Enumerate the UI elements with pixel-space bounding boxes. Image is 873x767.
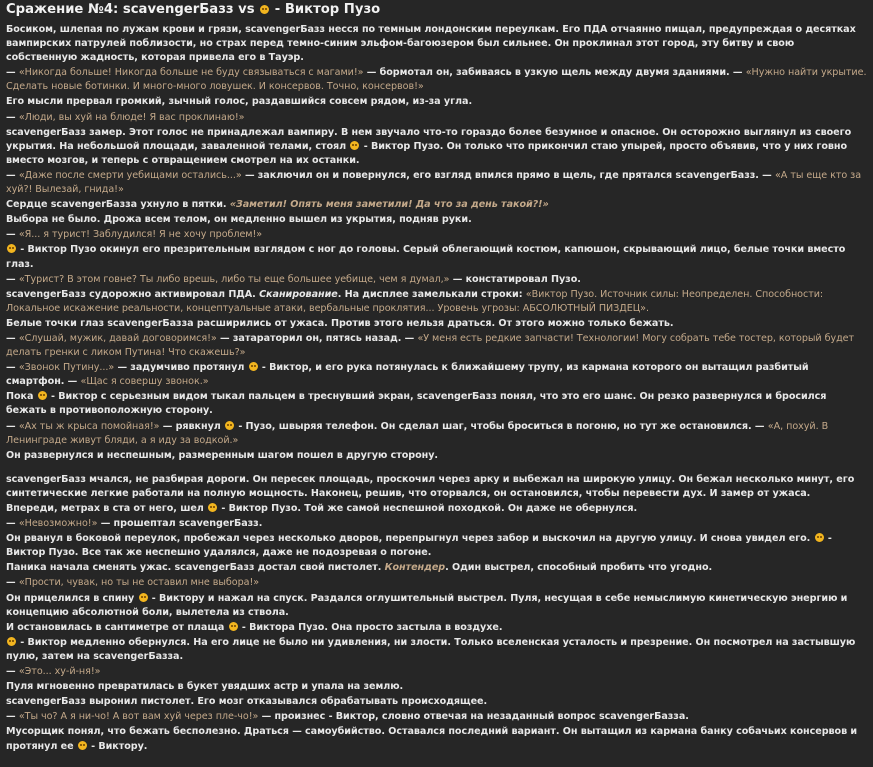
paragraph-text: — бормотал он, забиваясь в узкую щель между двумя зданиями. —: [363, 67, 746, 79]
paragraph-text: Пуля мгновенно превратилась в букет увядших астр и упала на землю.: [6, 681, 404, 693]
title-text: Сражение №4: scavengerБазз vs: [6, 2, 255, 17]
story-title: [6, 2, 867, 18]
paragraph-text: Он прицелился в спину: [6, 592, 138, 604]
paragraph-text: Контендер: [384, 562, 446, 574]
quote-text: «Звонок Путину...»: [18, 362, 115, 374]
quote-text: «Прости, чувак, но ты не оставил мне выбора!»: [18, 577, 260, 589]
paragraph-text: - Виктор, и его рука потянулась к ближайшему трупу, из кармана которого он вытащил разбитый смартфон. —: [6, 362, 809, 388]
quote-text: «Нужно найти укрытие. Сделать новые ботинки. И много-много ловушек. И консервов. Точно, консервов!»: [6, 67, 867, 93]
paragraph-text: - Пузо, швыряя телефон. Он сделал шаг, чтобы броситься в погоню, но тут же остановился. —: [235, 420, 768, 432]
paragraph-text: Выбора не было. Дрожа всем телом, он медленно вышел из укрытия, подняв руки.: [6, 214, 472, 226]
paragraph: [6, 636, 867, 664]
paragraph: [6, 592, 867, 620]
paragraph: [6, 576, 867, 590]
paragraph-text: - Виктору.: [87, 740, 148, 752]
quote-text: «Ты чо? А я ни-чо! А вот вам хуй через пле-чо!»: [18, 711, 259, 723]
paragraph: [6, 169, 867, 197]
quote-text: «Турист? В этом говне? Ты либо врешь, либо ты еще большее уебище, чем я думал,»: [18, 273, 450, 285]
paragraph-text: — констатировал Пузо.: [449, 273, 581, 285]
paragraph-text: Мусорщик понял, что бежать бесполезно. Драться — самоубийство. Оставался последний вариант. Он вытащил из кармана банку собачьих консервов и протянул ее: [6, 726, 858, 752]
paragraph: [6, 23, 867, 65]
paragraph-text: scavengerБазз выронил пистолет. Его мозг отказывался обрабатывать происходящее.: [6, 696, 488, 708]
paragraph-text: - Виктор Пузо. Той же самой неспешной походкой. Он даже не обернулся.: [218, 503, 638, 514]
paragraph-text: - Виктор медленно обернулся. На его лице не было ни удивления, ни злости. Только вселенская усталость и презрение. Он посмотрел на застывшую пулю, затем на scavengerБазза.: [6, 636, 856, 662]
yawning-face-emoji-icon: [139, 593, 148, 602]
paragraph: [6, 725, 867, 753]
yawning-face-emoji-icon: [7, 244, 16, 253]
yawning-face-emoji-icon: [208, 503, 217, 512]
paragraph-text: —: [6, 420, 19, 432]
yawning-face-emoji-icon: [815, 533, 824, 542]
paragraph: [6, 361, 867, 389]
paragraph-text: — прошептал scavengerБазз.: [97, 518, 263, 530]
yawning-face-emoji-icon: [7, 637, 16, 646]
paragraph-text: - Виктор Пузо. Он только что прикончил стаю упырей, просто объявив, что у них говно вместо мозгов, и теперь с отвращением смотрел на их останки.: [6, 140, 848, 166]
quote-text: «Слушай, мужик, давай договоримся!»: [18, 332, 217, 344]
quote-text: «Невозможно!»: [18, 518, 98, 530]
paragraph: [6, 502, 867, 516]
paragraph-text: И остановилась в сантиметре от плаща: [6, 621, 228, 633]
paragraph-text: —: [6, 111, 19, 123]
paragraph-text: —: [6, 229, 19, 241]
quote-text: «У меня есть редкие запчасти! Технологии! Могу собрать тебе тостер, который будет делать гренки с ликом Путина! Что скажешь?»: [6, 332, 855, 359]
paragraph: [6, 66, 867, 94]
paragraph-text: scavengerБазз замер. Этот голос не принадлежал вампиру. В нем звучало что-то гораздо более безумное и опасное. Он осторожно выглянул из своего укрытия. На небольшой площади, заваленной телами, стоял: [6, 126, 852, 152]
paragraph-text: — затараторил он, пятясь назад. —: [216, 332, 418, 344]
paragraph-text: —: [6, 169, 19, 181]
paragraph-text: Пока: [6, 391, 37, 403]
paragraph: [6, 243, 867, 271]
paragraph: [6, 710, 867, 724]
quote-text: «Виктор Пузо. Источник силы: Неопределен. Способности: Локальное искажение реальности, концептуальные атаки, вербальные проклятия... Уровень угрозы: АБСОЛЮТНЫЙ ПИЗДЕЦ».: [6, 288, 824, 314]
paragraph-text: —: [6, 67, 19, 79]
yawning-face-emoji-icon: [229, 622, 238, 631]
quote-text: «Это... ху-й-ня!»: [18, 666, 101, 678]
paragraph: [6, 420, 867, 448]
paragraph-text: —: [6, 518, 19, 530]
yawning-face-emoji-icon: [38, 391, 47, 400]
paragraph-text: - Виктору и нажал на спуск. Раздался оглушительный выстрел. Пуля, несущая в себе немыслимую кинетическую энергию и концепцию абсолютной боли, вылетела из ствола.: [6, 592, 848, 618]
quote-text: «Даже после смерти уебищами остались...»: [18, 169, 242, 181]
paragraph: [6, 213, 867, 227]
paragraph-text: . Один выстрел, способный пробить что угодно.: [445, 562, 713, 574]
quote-text: «А, похуй. В Ленинграде живут бляди, а я иду за водкой.»: [6, 420, 829, 446]
paragraph: [6, 228, 867, 242]
paragraph-text: —: [6, 273, 19, 285]
paragraph-text: Он рванул в боковой переулок, пробежал через несколько дворов, перепрыгнул через забор и выскочил на другую улицу. И снова увидел его.: [6, 533, 814, 545]
paragraph: [6, 198, 867, 212]
yawning-face-emoji-icon: [350, 141, 359, 150]
paragraph: [6, 288, 867, 316]
story-body: [6, 23, 867, 754]
paragraph-text: — задумчиво протянул: [114, 362, 248, 374]
paragraph-text: —: [6, 711, 19, 723]
paragraph: [6, 126, 867, 168]
quote-text: «Я... я турист! Заблудился! Я не хочу проблем!»: [18, 229, 263, 241]
paragraph: [6, 621, 867, 635]
yawning-face-emoji-icon: [225, 421, 234, 430]
title-tail: - Виктор Пузо: [274, 2, 381, 17]
quote-text: «Ах ты ж крыса помойная!»: [18, 420, 160, 432]
paragraph-text: —: [6, 362, 19, 374]
paragraph-text: Сердце scavengerБазза ухнуло в пятки.: [6, 199, 230, 211]
paragraph: [6, 695, 867, 709]
paragraph-text: —: [6, 666, 19, 678]
paragraph: [6, 273, 867, 287]
paragraph-text: Его мысли прервал громкий, зычный голос, раздавшийся совсем рядом, из-за угла.: [6, 96, 473, 108]
paragraph: [6, 665, 867, 679]
paragraph: [6, 532, 867, 560]
paragraph: [6, 473, 867, 501]
paragraph-text: Белые точки глаз scavengerБазза расширились от ужаса. Против этого нельзя драться. От этого можно только бежать.: [6, 317, 674, 329]
paragraph: [6, 390, 867, 418]
paragraph: [6, 95, 867, 109]
quote-text: «Никогда больше! Никогда больше не буду связываться с магами!»: [18, 67, 364, 79]
paragraph-text: Сканирование: [259, 288, 338, 300]
paragraph-text: Впереди, метрах в ста от него, шел: [6, 503, 208, 514]
paragraph-text: — заключил он и повернулся, его взгляд впился прямо в щель, где прятался scavengerБазз. —: [241, 169, 775, 181]
yawning-face-emoji-icon: [78, 741, 87, 750]
paragraph-text: scavengerБазз мчался, не разбирая дороги. Он пересек площадь, проскочил через арку и выбежал на широкую улицу. Он бежал несколько минут, его синтетические легкие работали на полную мощность. Наконец, решив, что оторвался, он остановился, чтобы перевести дух. И замер от ужаса.: [6, 473, 855, 499]
paragraph-text: Паника начала сменять ужас. scavengerБазз достал свой пистолет.: [6, 562, 385, 574]
paragraph-text: - Виктор Пузо окинул его презрительным взглядом с ног до головы. Серый облегающий костюм, капюшон, скрывающий лицо, белые точки вместо глаз.: [6, 244, 846, 270]
paragraph: [6, 680, 867, 694]
paragraph: [6, 111, 867, 125]
paragraph: [6, 517, 867, 531]
paragraph-text: . На дисплее замелькали строки:: [337, 288, 526, 300]
paragraph-text: scavengerБазз судорожно активировал ПДА.: [6, 288, 260, 300]
quote-text: «А ты еще кто за хуй?! Вылезай, гнида!»: [6, 169, 862, 196]
paragraph-text: - Виктор с серьезным видом тыкал пальцем в треснувший экран, scavengerБазз понял, что это его шанс. Он резко развернулся и бросился бежать в противоположную сторону.: [6, 391, 827, 417]
quote-text: «Люди, вы хуй на блюде! Я вас проклинаю!»: [18, 111, 245, 123]
paragraph: [6, 449, 867, 463]
paragraph-text: Он развернулся и неспешным, размеренным шагом пошел в другую сторону.: [6, 449, 438, 461]
paragraph-text: — произнес - Виктор, словно отвечая на незаданный вопрос scavengerБазза.: [258, 711, 689, 723]
paragraph: [6, 317, 867, 331]
paragraph-text: —: [6, 332, 19, 344]
paragraph-text: - Виктор Пузо. Все так же неспешно удалялся, даже не подозревая о погоне.: [6, 533, 832, 559]
paragraph-text: - Виктора Пузо. Она просто застыла в воздухе.: [238, 621, 503, 633]
yawning-face-emoji-icon: [249, 362, 258, 371]
paragraph-text: Босиком, шлепая по лужам крови и грязи, scavengerБазз несся по темным лондонским переулкам. Его ПДА отчаянно пищал, предупреждая о десятках вампирских патрулей поблизости, но страх перед темно-синим эльфом-багоюзером был сильнее. Он проклинал этот город, эту битву и свою собственную жадность, которая привела его в Тауэр.: [6, 24, 856, 64]
yawning-face-emoji-icon: [260, 5, 269, 14]
quote-text: «Щас я совершу звонок.»: [80, 376, 209, 388]
paragraph-text: — рявкнул: [159, 420, 225, 432]
paragraph-text: —: [6, 577, 19, 589]
paragraph: [6, 561, 867, 575]
paragraph: [6, 332, 867, 360]
paragraph-text: «Заметил! Опять меня заметили! Да что за день такой?!»: [229, 199, 549, 211]
